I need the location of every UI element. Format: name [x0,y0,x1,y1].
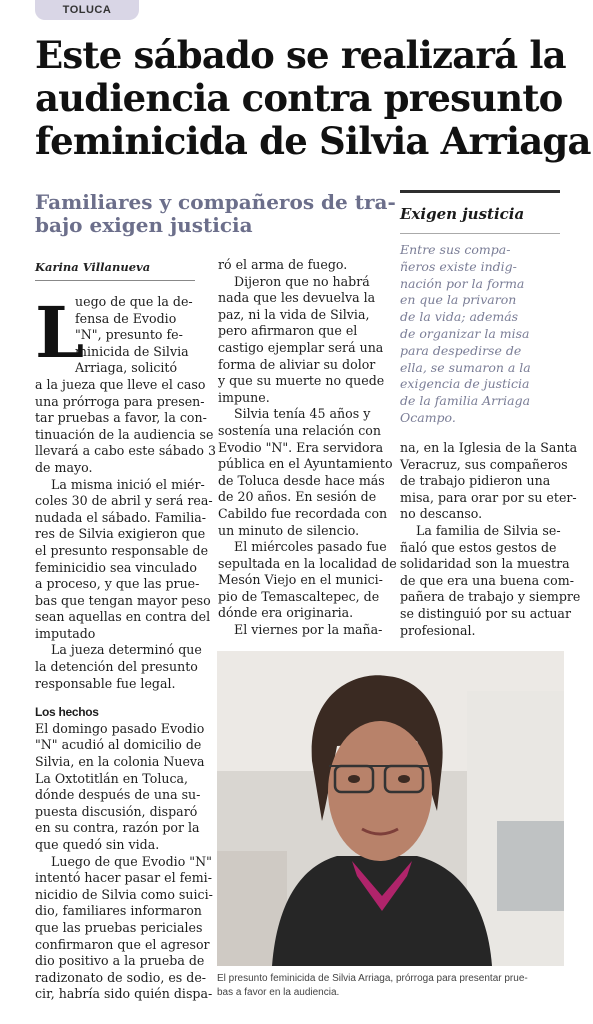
headline-line: feminicida de Silvia Arriaga [35,119,591,163]
text-line: profesional. [400,622,476,638]
text-line: El miércoles pasado fue [234,539,387,555]
sidebar-box [400,190,560,427]
text-line: dio positivo a la prueba de [35,953,205,969]
article-column-3 [400,440,581,639]
text-line: ñaló que estos gestos de [400,539,557,555]
paragraph [400,522,581,639]
text-line: pública en el Ayuntamiento [218,456,393,472]
text-line: Veracruz, sus compañeros [400,456,568,472]
text-line: dónde era originaria. [218,605,354,621]
article-column-1 [35,290,217,1003]
text-line: a proceso, y que las prue- [35,576,200,592]
paragraph [218,622,383,639]
text-line: nudada el sábado. Familia- [35,509,206,525]
text-line: llevará a cabo este sábado 3 [35,443,217,459]
text-line: castigo ejemplar será una [218,339,384,355]
text-line: feminicidio sea vinculado [35,559,198,575]
text-line: El domingo pasado Evodio [35,720,205,736]
subheadline [35,190,396,237]
text-line: dónde después de una su- [35,787,201,803]
section-subtitle: Los hechos [35,705,99,720]
text-line: dio, familiares informaron [35,903,202,919]
text-line: responsable fue legal. [35,675,176,691]
text-line: El viernes por la maña- [234,622,383,638]
paragraph [400,440,578,523]
text-line: "N" acudió al domicilio de [35,737,202,753]
text-line: de 20 años. En sesión de [218,489,377,505]
sidebar-line: Ocampo. [400,409,456,425]
sidebar-line: exigencia de justicia [400,376,530,392]
text-line: confirmaron que el agresor [35,936,210,952]
paragraph [218,274,383,407]
text-line: La misma inició el miér- [51,476,205,492]
text-line: Mesón Viejo en el munici- [218,572,383,588]
sidebar-body [400,242,560,427]
portrait-illustration [217,651,564,966]
text-line: Arriaga, solicitó [75,360,178,376]
paragraph [35,853,213,1003]
text-line: pio de Temascaltepec, de [218,588,380,604]
text-line: pero afirmaron que el [218,323,358,339]
byline: Karina Villanueva [35,260,195,281]
text-line: de Toluca desde hace más [218,472,385,488]
headline-line: audiencia contra presunto [35,76,563,120]
headline [35,33,591,163]
text-line: La Oxtotitlán en Toluca, [35,770,189,786]
paragraph [35,476,213,643]
subheadline-line: Familiares y compañeros de tra- [35,190,396,214]
dropcap-block [35,291,200,377]
text-line: sean aquellas en contra del [35,609,211,625]
text-line: en su contra, razón por la [35,820,200,836]
caption-line: bas a favor en la audiencia. [217,987,340,998]
paragraph [35,642,200,692]
text-line: ró el arma de fuego. [218,257,348,272]
text-line: la detención del presunto [35,659,198,675]
article-column-2 [218,257,397,639]
text-line: sostenía una relación con [218,422,381,438]
text-line: Luego de que Evodio "N" [51,853,212,869]
text-line: bas que tengan mayor peso [35,592,211,608]
sidebar-title: Exigen justicia [400,205,560,234]
text-line: un minuto de silencio. [218,522,360,538]
sidebar-line: para despedirse de [400,342,522,358]
text-line: de mayo. [35,459,93,475]
text-line: nicidio de Silvia como suici- [35,886,213,902]
dropcap: L [35,291,85,374]
paragraph [35,720,205,854]
text-line: imputado [35,625,96,641]
text-line: cir, habría sido quién dispa- [35,986,213,1002]
text-line: puesta discusión, disparó [35,803,198,819]
paragraph [218,257,383,274]
text-line: solidaridad son la muestra [400,556,570,572]
text-line: tar pruebas a favor, la con- [35,410,207,426]
text-line: "N", presunto fe- [75,327,183,343]
text-line: paz, ni la vida de Silvia, [218,306,370,322]
text-line: La familia de Silvia se- [416,522,561,538]
text-line: uego de que la de- [75,294,193,309]
sidebar-line: nación por la forma [400,275,525,291]
text-line: impune. [218,389,270,405]
text-line: sepultada en la localidad de [218,555,397,571]
text-line: tinuación de la audiencia se [35,426,214,442]
text-line: res de Silvia exigieron que [35,526,206,542]
article-photo[interactable] [217,651,564,966]
sidebar-line: de organizar la misa [400,325,530,341]
sidebar-line: de la familia Arriaga [400,393,531,409]
text-line: que quedó sin vida. [35,837,160,852]
text-line: que las pruebas periciales [35,919,203,935]
text-line: Silvia, en la colonia Nueva [35,754,205,770]
sidebar-line: ñeros existe indig- [400,258,517,274]
caption-line: El presunto feminicida de Silvia Arriaga, prórroga para presentar prue- [217,973,528,984]
sidebar-line: de la vida; además [400,309,519,325]
text-line: minicida de Silvia [75,343,189,359]
text-line: Silvia tenía 45 años y [234,406,371,422]
text-line: fensa de Evodio [75,310,177,326]
paragraph [35,376,217,477]
sidebar-line: Entre sus compa- [400,242,511,257]
text-line: Dijeron que no habrá [234,273,370,289]
text-line: misa, para orar por su eter- [400,489,577,505]
text-line: na, en la Iglesia de la Santa [400,440,578,455]
text-line: radizonato de sodio, es de- [35,969,207,985]
subheadline-line: bajo exigen justicia [35,213,253,237]
text-line: de trabajo pidieron una [400,473,551,489]
text-line: y que su muerte no quede [218,373,385,389]
text-line: La jueza determinó que [51,642,202,658]
paragraph [218,406,393,539]
text-line: una prórroga para presen- [35,393,205,409]
text-line: no descanso. [400,506,483,522]
text-line: se distinguió por su actuar [400,605,571,621]
text-line: pañera de trabajo y siempre [400,589,581,605]
section-tag[interactable]: TOLUCA [35,0,139,20]
text-line: forma de aliviar su dolor [218,356,376,372]
sidebar-line: ella, se sumaron a la [400,359,531,375]
text-line: intentó hacer pasar el femi- [35,870,212,886]
text-line: Cabildo fue recordada con [218,505,388,521]
photo-caption [217,972,567,1000]
text-line: nada que les devuelva la [218,290,376,306]
text-line: a la jueza que lleve el caso [35,376,206,392]
text-line: el presunto responsable de [35,542,209,558]
sidebar-line: en que la privaron [400,292,517,308]
text-line: de que era una buena com- [400,572,574,588]
text-line: Evodio "N". Era servidora [218,439,384,455]
headline-line: Este sábado se realizará la [35,33,566,77]
text-line: coles 30 de abril y será rea- [35,493,213,509]
paragraph [218,539,397,622]
